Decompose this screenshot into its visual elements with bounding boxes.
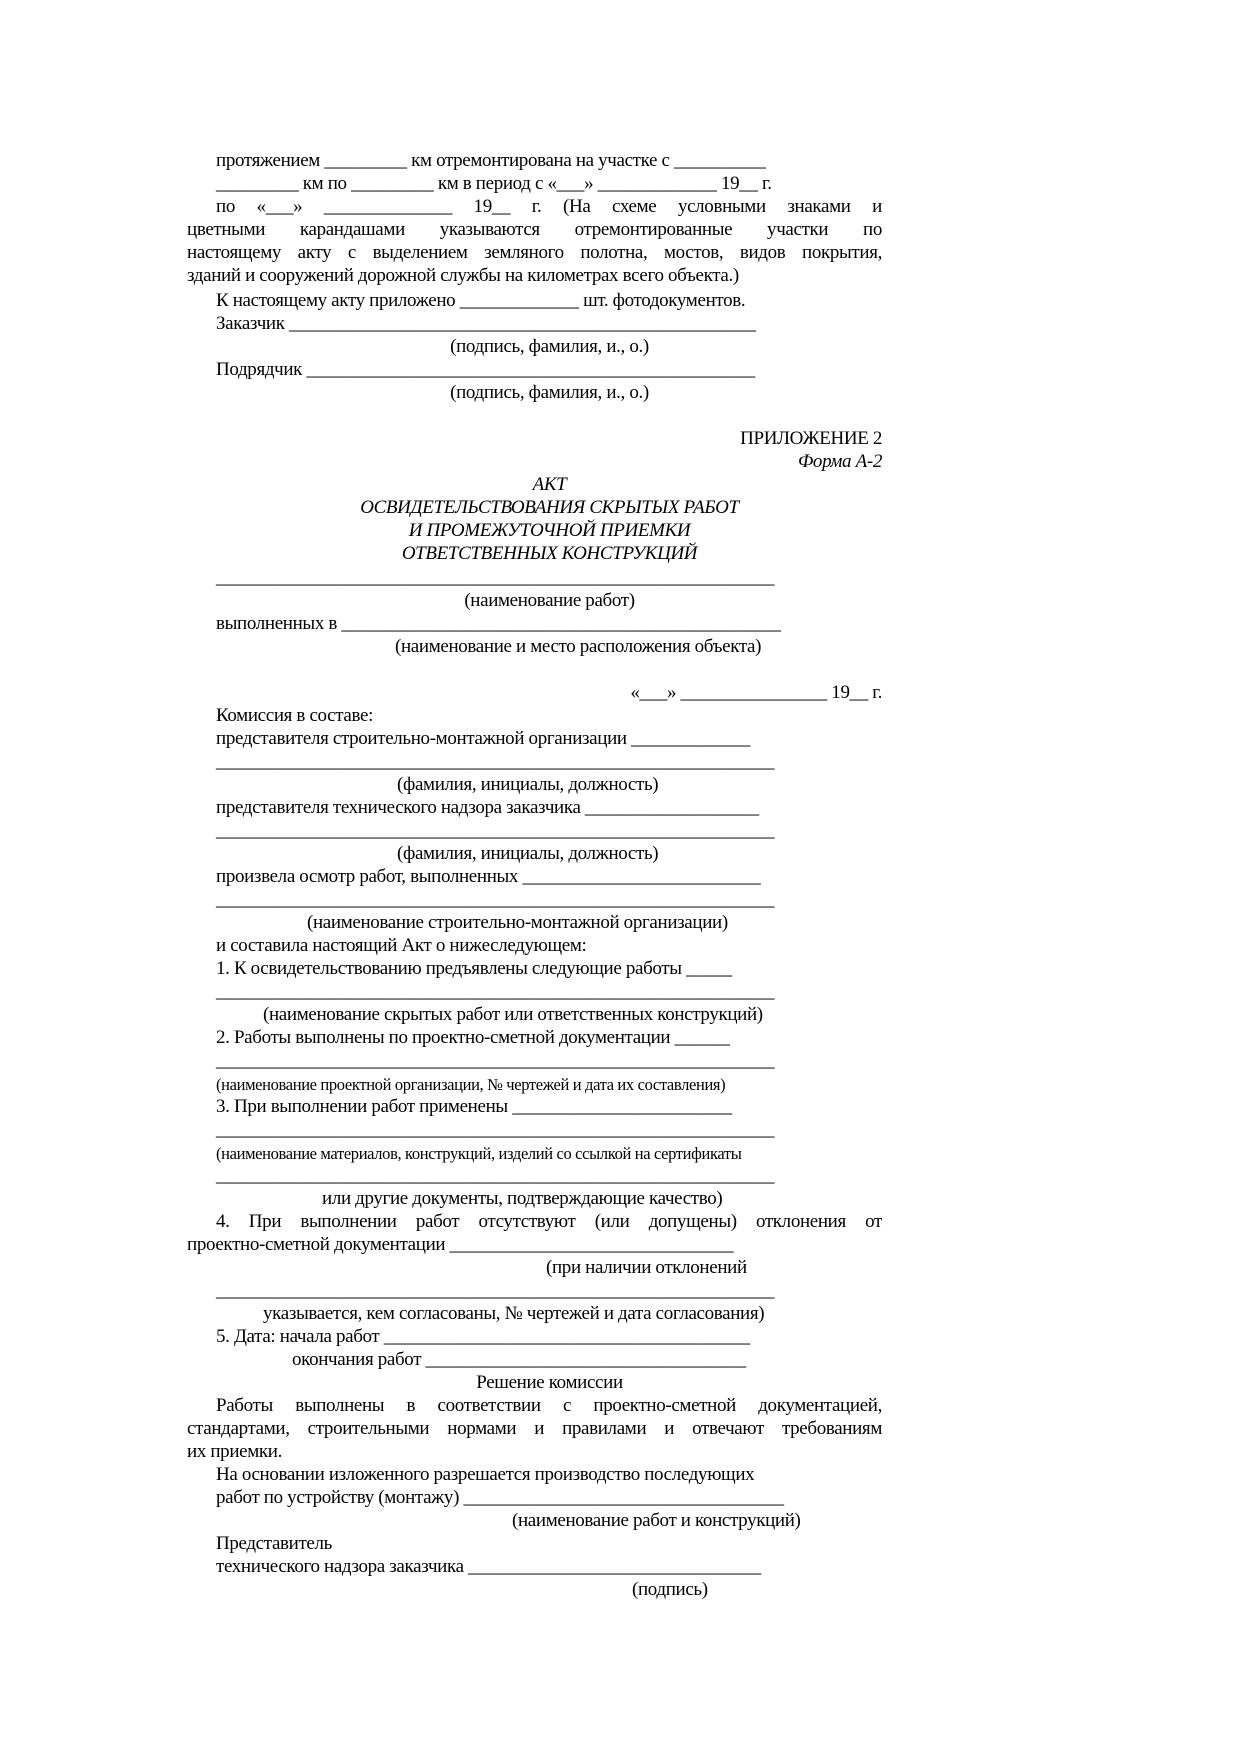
permit-hint: (наименование работ и конструкций) [512,1510,801,1531]
text-line: _________ км по _________ км в период с «___» _____________ 19__ г. [216,173,772,194]
photos-line: К настоящему акту приложено _____________ шт. фотодокументов. [216,290,746,311]
performed-in-hint: (наименование и место расположения объекта) [395,636,762,657]
blank-line: _____________________________________________________________ [216,1280,775,1301]
commission-label: Комиссия в составе: [216,705,374,726]
text-line: по «___» ______________ 19__ г. (На схеме условными знаками и [216,196,882,217]
compiled-line: и составила настоящий Акт о нижеследующем: [216,935,587,956]
customer-signature-line: Заказчик ___________________________________________________ [216,313,756,334]
decision-text: их приемки. [187,1441,283,1462]
blank-line: _____________________________________________________________ [216,1119,775,1140]
item-1-hint: (наименование скрытых работ или ответственных конструкций) [263,1004,763,1025]
rep-construction-line: представителя строительно-монтажной организации _____________ [216,728,751,749]
works-blank: _____________________________________________________________ [216,567,775,588]
rep-supervision-line: представителя технического надзора заказчика ___________________ [216,797,759,818]
item-4: 4. При выполнении работ отсутствуют (или допущены) отклонения от [216,1211,882,1232]
blank-line: _____________________________________________________________ [216,889,775,910]
text-line: цветными карандашами указываются отремонтированные участки по [187,219,882,240]
document-title: ОСВИДЕТЕЛЬСТВОВАНИЯ СКРЫТЫХ РАБОТ [360,497,739,518]
decision-title: Решение комиссии [476,1372,623,1393]
inspection-line: произвела осмотр работ, выполненных __________________________ [216,866,761,887]
appendix-label: ПРИЛОЖЕНИЕ 2 [740,428,882,449]
blank-line: _____________________________________________________________ [216,981,775,1002]
form-label: Форма А-2 [798,451,882,472]
permit-text: работ по устройству (монтажу) ___________________________________ [216,1487,784,1508]
item-5-end: окончания работ ___________________________________ [292,1349,746,1370]
item-2-hint: (наименование проектной организации, № чертежей и дата их составления) [216,1075,726,1094]
date-line: «___» ________________ 19__ г. [630,682,882,703]
performed-in-line: выполненных в ________________________________________________ [216,613,781,634]
permit-text: На основании изложенного разрешается производство последующих [216,1464,755,1485]
works-hint: (наименование работ) [464,590,635,611]
item-3-hint: (наименование материалов, конструкций, изделий со ссылкой на сертификаты [216,1144,742,1163]
text-line: протяжением _________ км отремонтирована на участке с __________ [216,150,766,171]
item-2: 2. Работы выполнены по проектно-сметной документации ______ [216,1027,730,1048]
item-3-hint-cont: или другие документы, подтверждающие качество) [322,1188,723,1209]
representative-signature-line: технического надзора заказчика ________________________________ [216,1556,761,1577]
blank-line: _____________________________________________________________ [216,1050,775,1071]
item-4-hint-cont: указывается, кем согласованы, № чертежей и дата согласования) [263,1303,765,1324]
item-4-hint: (при наличии отклонений [546,1257,747,1278]
decision-text: стандартами, строительными нормами и правилами и отвечают требованиям [187,1418,882,1439]
blank-line: _____________________________________________________________ [216,820,775,841]
document-title: ОТВЕТСТВЕННЫХ КОНСТРУКЦИЙ [401,543,698,564]
document-title: И ПРОМЕЖУТОЧНОЙ ПРИЕМКИ [408,520,691,541]
contractor-signature-line: Подрядчик _________________________________________________ [216,359,755,380]
document-title: АКТ [532,474,567,495]
inspection-hint: (наименование строительно-монтажной организации) [307,912,728,933]
blank-line: _____________________________________________________________ [216,751,775,772]
signature-hint: (подпись) [632,1579,708,1600]
text-line: зданий и сооружений дорожной службы на километрах всего объекта.) [187,265,739,286]
rep-construction-hint: (фамилия, инициалы, должность) [397,774,659,795]
customer-signature-hint: (подпись, фамилия, и., о.) [450,336,649,357]
text-line: настоящему акту с выделением земляного полотна, мостов, видов покрытия, [187,242,882,263]
item-4-cont: проектно-сметной документации _______________________________ [187,1234,734,1255]
item-5-start: 5. Дата: начала работ ________________________________________ [216,1326,750,1347]
item-1: 1. К освидетельствованию предъявлены следующие работы _____ [216,958,732,979]
item-3: 3. При выполнении работ применены ________________________ [216,1096,732,1117]
decision-text: Работы выполнены в соответствии с проектно-сметной документацией, [216,1395,882,1416]
contractor-signature-hint: (подпись, фамилия, и., о.) [450,382,649,403]
representative-label: Представитель [216,1533,332,1554]
rep-supervision-hint: (фамилия, инициалы, должность) [397,843,659,864]
blank-line: _____________________________________________________________ [216,1165,775,1186]
